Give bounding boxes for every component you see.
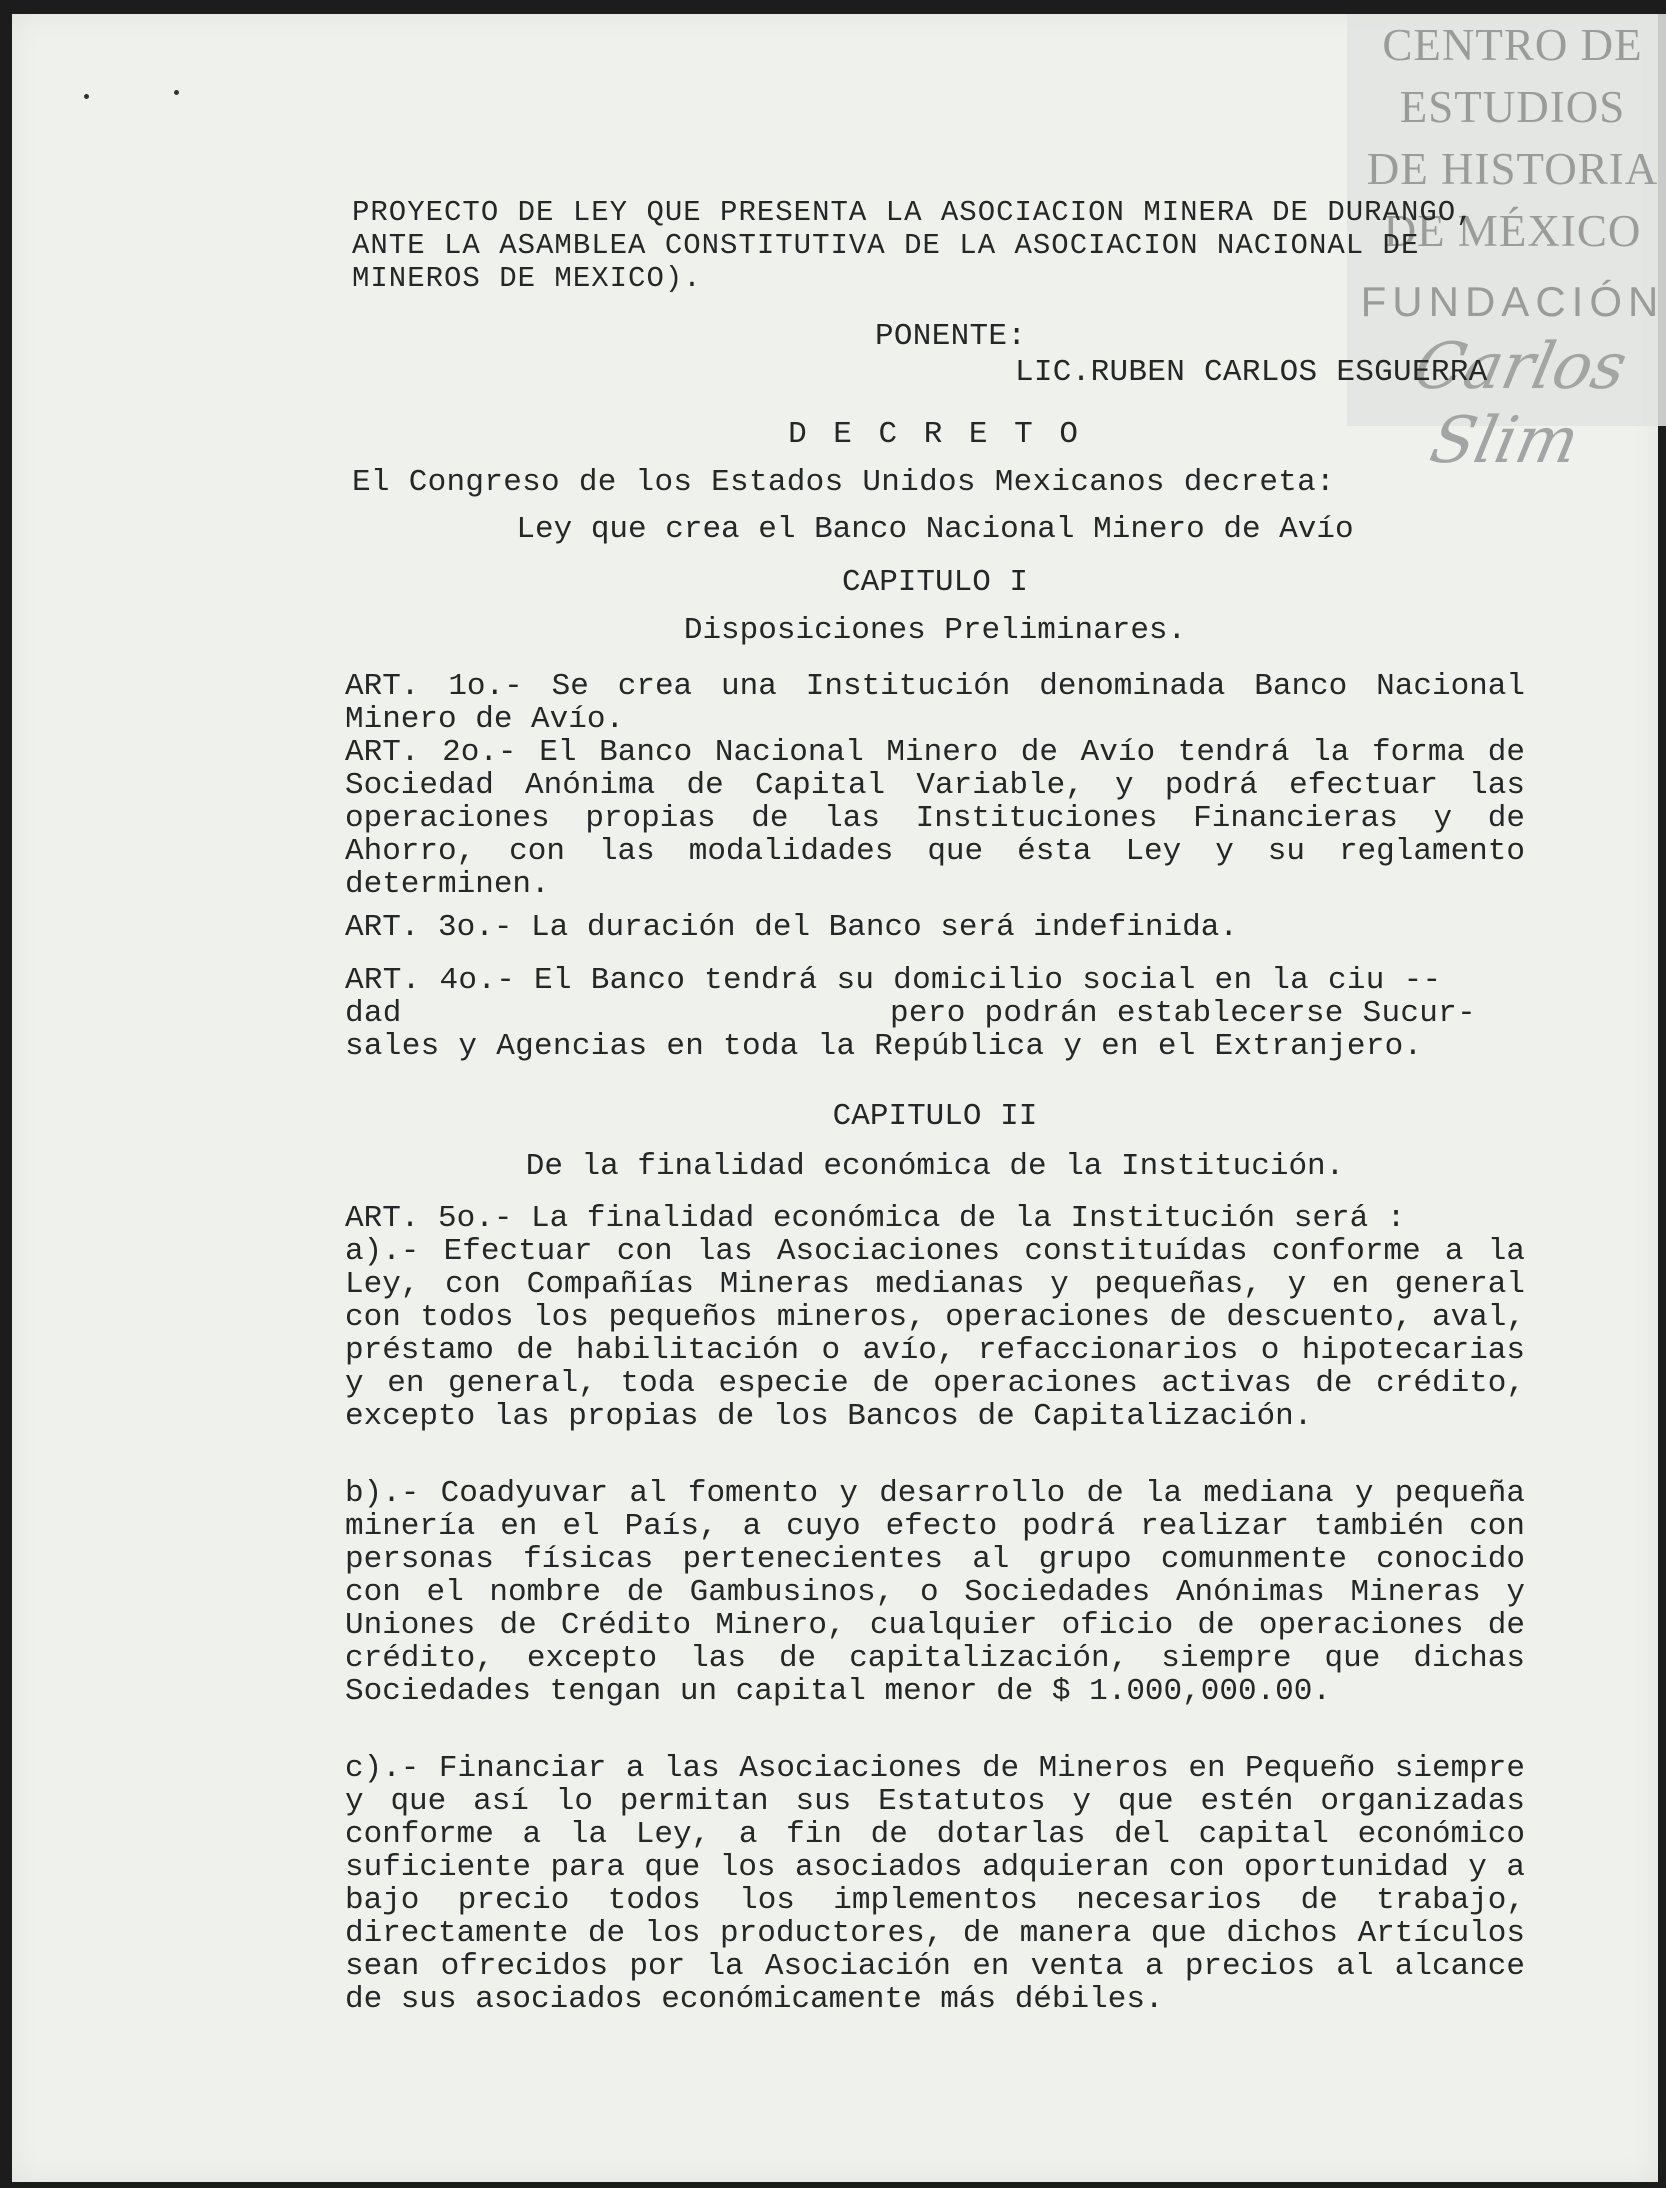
project-title: PROYECTO DE LEY QUE PRESENTA LA ASOCIACION MINERA DE DURANGO, ANTE LA ASAMBLEA CONSTITUTIVA DE LA ASOCIACION NACIONAL DE MINEROS DE MEXICO).	[352, 196, 1475, 295]
article-4-line-1: ART. 4o.- El Banco tendrá su domicilio social en la ciu --	[345, 963, 1442, 998]
chapter-2-subtitle: De la finalidad económica de la Institución.	[525, 1149, 1345, 1184]
article-5-intro: ART. 5o.- La finalidad económica de la Institución será :	[345, 1201, 1406, 1236]
watermark-line: ESTUDIOS	[1399, 82, 1626, 132]
chapter-1-subtitle: Disposiciones Preliminares.	[683, 613, 1187, 648]
article-2: ART. 2o.- El Banco Nacional Minero de Avío tendrá la forma de Sociedad Anónima de Capital Variable, y podrá efectuar las operaciones propias de las Instituciones Financieras y de Ahorro, con las modalidades que ésta Ley y su reglamento determinen.	[345, 735, 1525, 902]
watermark-line: DE HISTORIA	[1366, 144, 1659, 194]
chapter-2-title: CAPITULO II	[832, 1099, 1038, 1134]
document-page	[12, 14, 1665, 2182]
ponente-label: PONENTE:	[875, 319, 1027, 354]
watermark-line: DE MÉXICO	[1383, 206, 1642, 256]
article-4-line-2a: dad	[345, 996, 402, 1031]
chapter-1-title: CAPITULO I	[841, 565, 1029, 600]
article-3: ART. 3o.- La duración del Banco será indefinida.	[345, 910, 1238, 945]
ponente-name: LIC.RUBEN CARLOS ESGUERRA	[1015, 355, 1488, 390]
article-4-line-2b: pero podrán establecerse Sucur-	[890, 996, 1476, 1031]
article-5-item-a: a).- Efectuar con las Asociaciones constituídas conforme a la Ley, con Compañías Mineras medianas y pequeñas, y en general con todos los pequeños mineros, operaciones de descuento, aval, préstamo de habilitación o avío, refaccionarios o hipotecarias y en general, toda especie de operaciones activas de crédito, excepto las propias de los Bancos de Capitalización.	[345, 1234, 1525, 1434]
article-5-item-c: c).- Financiar a las Asociaciones de Mineros en Pequeño siempre y que así lo permitan sus Estatutos y que estén organizadas conforme a la Ley, a fin de dotarlas del capital económico suficiente para que los asociados adquieran con oportunidad y a bajo precio todos los implementos necesarios de trabajo, directamente de los productores, de manera que dichos Artículos sean ofrecidos por la Asociación en venta a precios al alcance de sus asociados económicamente más débiles.	[345, 1751, 1525, 2017]
decreto-intro: El Congreso de los Estados Unidos Mexicanos decreta:	[352, 465, 1335, 500]
decreto-title: D E C R E T O	[788, 417, 1082, 452]
watermark-signature: Carlos Slim	[1407, 330, 1634, 478]
article-5-item-b: b).- Coadyuvar al fomento y desarrollo de la mediana y pequeña minería en el País, a cuyo efecto podrá realizar también con personas físicas pertenecientes al grupo comunmente conocido con el nombre de Gambusinos, o Sociedades Anónimas Mineras y Uniones de Crédito Minero, cualquier oficio de operaciones de crédito, excepto las de capitalización, siempre que dichas Sociedades tengan un capital menor de $ 1.000,000.00.	[345, 1476, 1525, 1709]
watermark-foundation: FUNDACIÓN	[1360, 278, 1665, 325]
scan-speck	[84, 94, 89, 99]
scan-speck	[174, 90, 179, 95]
article-1: ART. 1o.- Se crea una Institución denominada Banco Nacional Minero de Avío.	[345, 669, 1525, 737]
watermark-line: CENTRO DE	[1382, 20, 1643, 70]
law-title: Ley que crea el Banco Nacional Minero de Avío	[516, 512, 1354, 547]
article-4-line-3: sales y Agencias en toda la República y en el Extranjero.	[345, 1029, 1423, 1064]
